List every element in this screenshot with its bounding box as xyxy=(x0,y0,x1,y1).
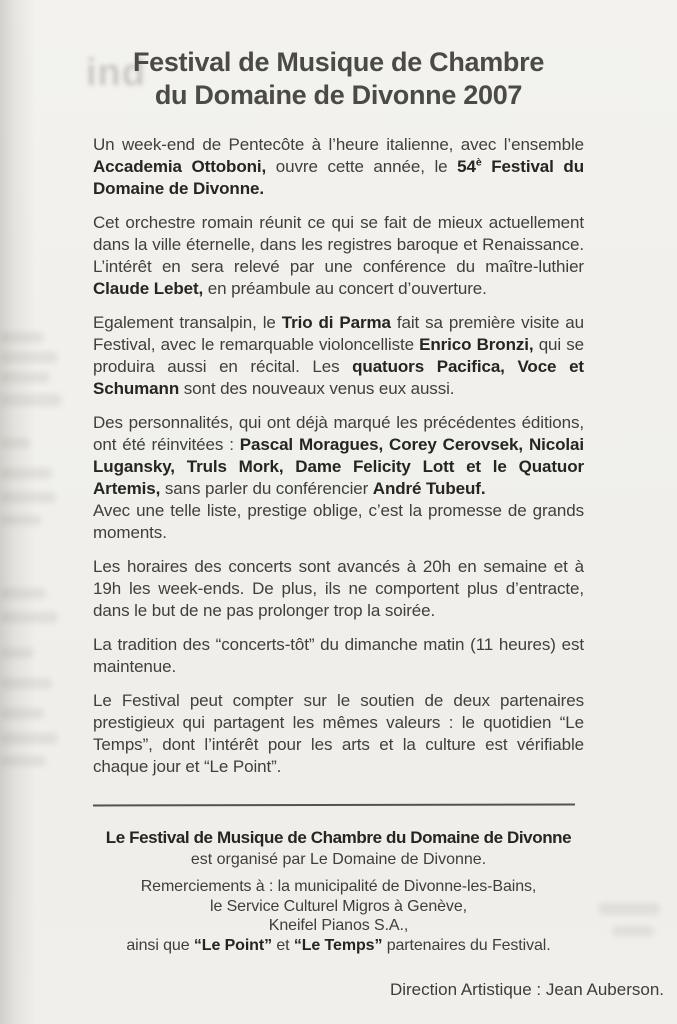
footer-thanks xyxy=(126,877,550,955)
bleedthrough-smudge xyxy=(0,756,46,766)
body-paragraph: Des personnalités, qui ont déjà marqué les précédentes éditions, ont été réinvitées : Pascal Moragues, Corey Cerovsek, Nicolai Lugansky, Truls Mork, Dame Felicity Lott et le Quatuor Artemis, sans parler du conférencier André Tubeuf. xyxy=(93,413,584,498)
section-divider xyxy=(93,803,575,806)
body-paragraph: Un week-end de Pentecôte à l’heure italienne, avec l’ensemble Accademia Ottoboni, ouvre cette année, le $54^è$ Festival du Domaine de Divonne. xyxy=(93,135,584,198)
bleedthrough-smudge xyxy=(0,733,58,744)
bleedthrough-smudge xyxy=(0,332,44,343)
bleedthrough-smudge xyxy=(598,903,660,915)
page-content xyxy=(93,46,584,778)
bleedthrough-smudge xyxy=(0,372,50,383)
bleedthrough-smudge xyxy=(612,926,654,936)
footer-org-subtitle: est organisé par Le Domaine de Divonne. xyxy=(190,851,487,868)
body-paragraph: Avec une telle liste, prestige oblige, c’est la promesse de grands moments. xyxy=(93,501,584,542)
body-paragraph: La tradition des “concerts-tôt” du dimanche matin (11 heures) est maintenue. xyxy=(93,635,584,676)
bleedthrough-smudge xyxy=(0,515,42,525)
body-text xyxy=(93,134,584,778)
bleedthrough-smudge xyxy=(0,492,56,503)
footer-thanks-line: Remerciements à : la municipalité de Divonne-les-Bains, xyxy=(140,878,537,895)
footer-org-title: Le Festival de Musique de Chambre du Domaine de Divonne xyxy=(105,828,572,847)
footer-thanks-line: le Service Culturel Migros à Genève, xyxy=(210,897,467,915)
bleedthrough-smudge xyxy=(0,648,34,658)
page-edge-shadow xyxy=(0,0,36,1024)
bleedthrough-ghost-text: ind xyxy=(86,52,146,94)
footer-thanks-line: Kneifel Pianos S.A., xyxy=(268,917,409,934)
bleedthrough-smudge xyxy=(0,708,44,719)
direction-credit: Direction Artistique : Jean Auberson. xyxy=(389,980,664,999)
footer-thanks-line: ainsi que “Le Point” et “Le Temps” partenaires du Festival. xyxy=(126,936,551,954)
body-paragraph: Egalement transalpin, le Trio di Parma fait sa première visite au Festival, avec le remarquable violoncelliste Enrico Bronzi, qui se produira aussi en récital. Les quatuors Pacifica, Voce et Schumann sont des nouveaux venus eux aussi. xyxy=(93,313,585,398)
bleedthrough-smudge xyxy=(0,588,46,599)
bleedthrough-smudge xyxy=(0,394,62,406)
page-title: Festival de Musique de Chambre du Domaine de Divonne 2007 xyxy=(132,47,545,110)
body-paragraph: Cet orchestre romain réunit ce qui se fait de mieux actuellement dans la ville éternelle, dans les registres baroque et Renaissance. L’intérêt en sera relevé par une conférence du maître-luthier Claude Lebet, en préambule au concert d’ouverture. xyxy=(93,213,584,298)
bleedthrough-smudge xyxy=(0,438,30,448)
body-paragraph: Les horaires des concerts sont avancés à 20h en semaine et à 19h les week-ends. De plus, ils ne comportent plus d’entracte, dans le but de ne pas prolonger trop la soirée. xyxy=(93,557,584,620)
bleedthrough-smudge xyxy=(0,612,58,623)
footer xyxy=(93,827,584,955)
body-paragraph: Le Festival peut compter sur le soutien de deux partenaires prestigieux qui partagent les mêmes valeurs : le quotidien “Le Temps”, dont l’intérêt pour les arts et la culture est vérifiable chaque jour et “Le Point”. xyxy=(93,691,584,776)
bleedthrough-smudge xyxy=(0,468,52,479)
bleedthrough-smudge xyxy=(0,678,52,689)
bleedthrough-smudge xyxy=(0,352,58,363)
